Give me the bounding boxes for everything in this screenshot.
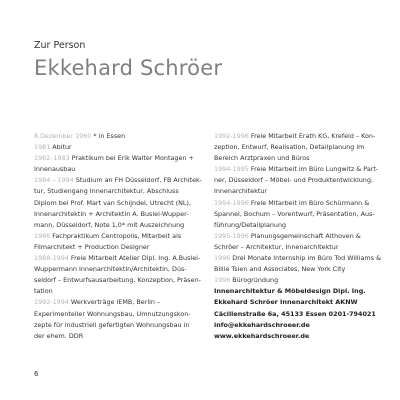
cv-line: zepte für industriell gefertigten Wohnungsbau in: [34, 320, 190, 329]
cv-line: Innenarchitektur: [214, 187, 268, 196]
cv-line: Diplom bei Prof. Mart van Schijndel, Utrecht (NL),: [34, 198, 191, 207]
section-label: Zur Person: [34, 40, 86, 51]
cv-line: Spannel, Bochum – Vorentwurf, Präsentation, Aus-: [214, 209, 375, 218]
cv-line: Filmarchitekt + Production Designer: [34, 242, 150, 251]
cv-line: 8.Dezember 1960 * in Essen: [34, 132, 126, 140]
cv-line: Bereich Arztpraxen und Büros: [214, 154, 310, 163]
cv-line: 1994-1995 Freie Mitarbeit im Büro Lungwitz & Part-: [214, 165, 379, 174]
cv-line: tation: [34, 287, 53, 296]
cv-line: 1984 – 1994 Studium an FH Düsseldorf, FB Architek-: [34, 176, 203, 185]
cv-line: der ehem. DDR: [34, 331, 84, 340]
contact-address: Cäcilienstraße 6a, 45133 Essen 0201-794021: [214, 309, 376, 318]
left-column: [34, 131, 206, 342]
cv-line: 1996 Bürogründung: [214, 276, 279, 285]
cv-line: 1981 Abitur: [34, 143, 72, 152]
page-number: 6: [34, 370, 39, 378]
cv-line: zeption, Entwurf, Realisation, Detailplanung im: [214, 143, 365, 152]
cv-line: führung/Detailplanung: [214, 220, 287, 229]
cv-line: Schröer – Architektur, Innenarchitektur: [214, 242, 339, 251]
cv-line: 1988-1994 Freie Mitarbeit Atelier Dipl. Ing. A.Buslei-: [34, 254, 201, 263]
cv-line: tur, Studiengang Innenarchitektur, Abschluss: [34, 187, 179, 196]
cv-line: Experimenteller Wohnungsbau, Umnutzungskon-: [34, 309, 191, 318]
cv-line: seldorf – Entwurfsausarbeitung, Konzeption, Präsen-: [34, 276, 201, 285]
contact-website-link[interactable]: www.ekkehardschroeer.de: [214, 331, 310, 340]
right-column: [214, 131, 384, 342]
cv-line: ner, Düsseldorf – Möbel- und Produktentwicklung,: [214, 176, 373, 185]
cv-line: 1992-1996 Freie Mitarbeit Erath KG, Krefeld – Kon-: [214, 132, 376, 140]
cv-line: mann, Düsseldorf, Note 1,0* mit Auszeichnung: [34, 220, 185, 229]
contact-email-link[interactable]: info@ekkehardschroeer.de: [214, 320, 310, 329]
cv-line: 1996 Drei Monate Internship im Büro Tod Williams &: [214, 254, 381, 263]
cv-line: Billie Tsien and Associates, New York City: [214, 265, 346, 274]
cv-line: 1992-1994 Werkverträge IEMB, Berlin –: [34, 298, 161, 307]
contact-company: Innenarchitektur & Möbeldesign Dipl. Ing.: [214, 287, 366, 296]
cv-line: Wuppermann Innenarchitektin/Architektin, Düs-: [34, 265, 187, 274]
contact-name: Ekkehard Schröer Innenarchitekt AKNW: [214, 298, 358, 307]
cv-line: 1986 Fachpraktikum Centropolis, Mitarbeit als: [34, 231, 182, 240]
cv-line: Innenausbau: [34, 165, 76, 174]
cv-line: Innenarchitektin + Architektin A. Buslei-Wupper-: [34, 209, 189, 218]
cv-line: 1995-1996 Planungsgemeinschaft Althoven &: [214, 231, 361, 240]
page-title: Ekkehard Schröer: [34, 56, 223, 80]
cv-line: 1994-1996 Freie Mitarbeit im Büro Schürmann &: [214, 198, 370, 207]
cv-line: 1982–1983 Praktikum bei Erik Walter Montagen +: [34, 154, 194, 163]
